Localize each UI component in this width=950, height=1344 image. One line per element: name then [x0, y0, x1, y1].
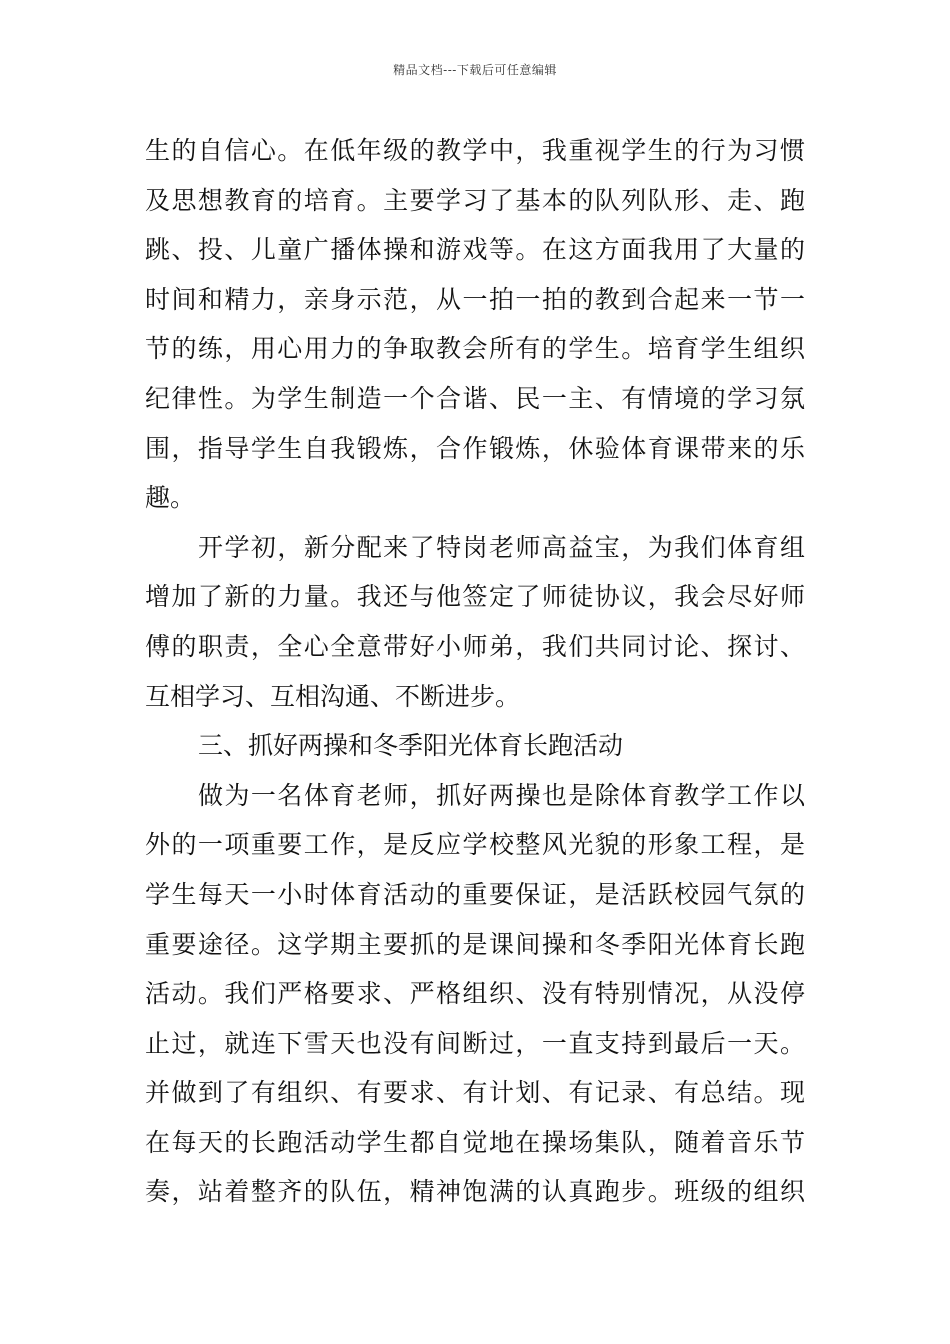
body-line: 跳、投、儿童广播体操和游戏等。在这方面我用了大量的	[145, 235, 805, 265]
body-line: 外的一项重要工作，是反应学校整风光貌的形象工程，是	[145, 830, 805, 860]
paragraph-first-line: 做为一名体育老师，抓好两操也是除体育教学工作以	[198, 780, 805, 810]
body-line: 纪律性。为学生制造一个合谐、民一主、有情境的学习氛	[145, 383, 805, 413]
body-line: 互相学习、互相沟通、不断进步。	[145, 681, 521, 711]
body-line: 活动。我们严格要求、严格组织、没有特别情况，从没停	[145, 979, 805, 1009]
body-line: 时间和精力，亲身示范，从一拍一拍的教到合起来一节一	[145, 284, 805, 314]
body-line: 围，指导学生自我锻炼，合作锻炼，休验体育课带来的乐	[145, 433, 805, 463]
body-line: 止过，就连下雪天也没有间断过，一直支持到最后一天。	[145, 1028, 805, 1058]
body-line: 及思想教育的培育。主要学习了基本的队列队形、走、跑	[145, 185, 805, 215]
body-line: 学生每天一小时体育活动的重要保证，是活跃校园气氛的	[145, 879, 805, 909]
body-line: 增加了新的力量。我还与他签定了师徒协议，我会尽好师	[145, 582, 805, 612]
body-line: 生的自信心。在低年级的教学中，我重视学生的行为习惯	[145, 136, 805, 165]
body-line: 傅的职责，全心全意带好小师弟，我们共同讨论、探讨、	[145, 631, 805, 661]
body-line: 节的练，用心用力的争取教会所有的学生。培育学生组织	[145, 334, 805, 364]
paragraph-first-line: 开学初，新分配来了特岗老师高益宝，为我们体育组	[198, 532, 805, 562]
body-line: 并做到了有组织、有要求、有计划、有记录、有总结。现	[145, 1078, 805, 1108]
body-line: 奏，站着整齐的队伍，精神饱满的认真跑步。班级的组织	[145, 1177, 805, 1207]
body-line: 重要途径。这学期主要抓的是课间操和冬季阳光体育长跑	[145, 929, 805, 959]
body-line: 趣。	[145, 483, 196, 513]
page-header: 精品文档---下载后可任意编辑	[393, 63, 557, 77]
section-heading: 三、抓好两操和冬季阳光体育长跑活动	[198, 731, 624, 761]
body-line: 在每天的长跑活动学生都自觉地在操场集队，随着音乐节	[145, 1127, 805, 1157]
document-body	[145, 126, 805, 1217]
